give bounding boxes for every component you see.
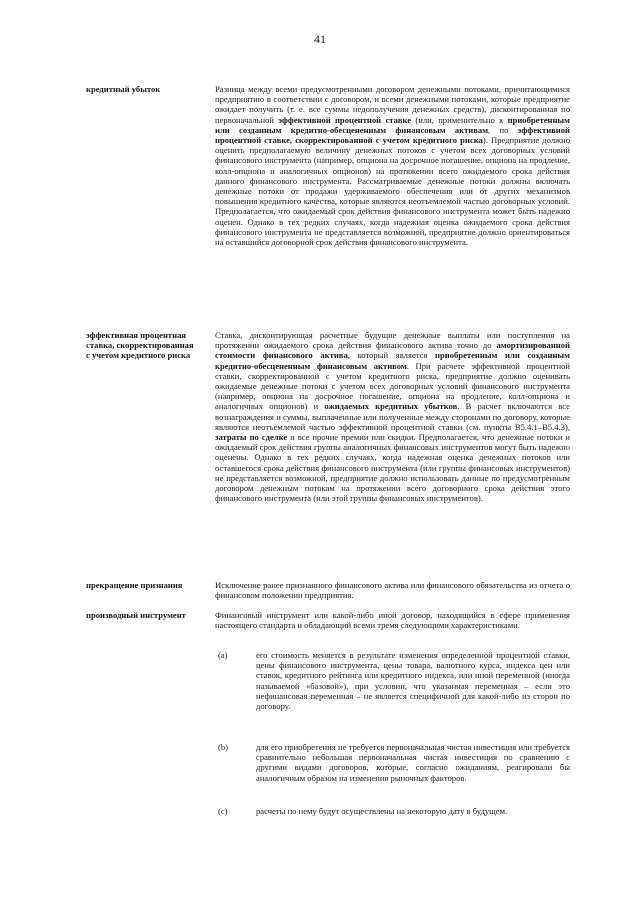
definition-bold-text: эффективной процентной ставке — [278, 114, 412, 125]
page-number: 41 — [314, 32, 326, 46]
definition-text: Разница между всеми предусмотренными договором денежными потоками, причитающимися предприятию в соответствии с договором, и всеми денежными потоками, которые предприятие ожидает получить (т. е. все суммы недополучения денежных средств), дисконтированная по первоначальной — [215, 84, 570, 125]
definition-text: Финансовый инструмент или какой-либо иной договор, находящийся в сфере применения настоящего стандарта и обладающий всеми тремя следующими характеристиками. — [215, 610, 570, 631]
list-item-letter: (c) — [218, 806, 228, 816]
definition-text: (или, применительно к — [411, 114, 508, 125]
definition-bold-text: эффективной процентной ставке, скорректированной с учетом кредитного риска — [215, 124, 570, 146]
list-item-letter: (b) — [218, 742, 229, 752]
definition-credit-adjusted-eir — [215, 330, 570, 503]
term-derecognition: прекращение признания — [86, 580, 183, 590]
definition-bold-text: затраты по сделке — [215, 432, 288, 443]
definition-bold-text: амортизированной стоимости финансового актива — [215, 340, 570, 361]
definition-text: , по — [488, 124, 518, 135]
list-item-text: расчеты по нему будут осуществлены на некоторую дату в будущем. — [256, 806, 508, 816]
definition-text: . В расчет включаются все вознаграждения и суммы, выплаченные или полученные между сторонами по договору, которые являются неотъемлемой частью эффективной процентной ставки (см. пункты В5.4.1–В5.4.3), — [215, 401, 570, 432]
definition-text: ). Предприятие должно оценить предполагаемую величину денежных потоков с учетом всех договорных условий финансового инструмента (например, опциона на досрочное погашение, опциона на продление, колл-опциона и аналогичных опционов) на протяжении всего ожидаемого срока действия данного финансового инструмента. Рассматриваемые денежные потоки должны включать денежные потоки от продажи удерживаемого обеспечения или от других механизмов повышения кредитного качества, которые являются неотъемлемой частью договорных условий. Предполагается, что ожидаемый срок действия финансового инструмента может быть надежно оценен. Однако в тех редких случаях, когда надежная оценка ожидаемого срока действия финансового инструмента не представляется возможной, предприятие должно ориентироваться на оставшийся договорной срок действия финансового инструмента. — [215, 135, 570, 248]
list-item-text: его стоимость меняется в результате изменения определенной процентной ставки, цены финансового инструмента, цены товара, валютного курса, индекса цен или ставок, кредитного рейтинга или кредитного индекса, или иной переменной (иногда называемой «базовой»), при условии, что указанная переменная – если это нефинансовая переменная – не является специфичной для какой-либо из сторон по договору. — [256, 650, 570, 712]
list-item-text: для его приобретения не требуется первоначальная чистая инвестиция или требуется сравнительно небольшая первоначальная чистая инвестиция по сравнению с другими видами договоров, которые, согласно ожиданиям, реагировали бы аналогичным образом на изменения рыночных факторов. — [256, 742, 570, 783]
term-credit-adjusted-eir: эффективная процентная ставка, скорректированная с учетом кредитного риска — [86, 330, 194, 361]
definition-text: Ставка, дисконтирующая расчетные будущие денежные выплаты или поступления на протяжении ожидаемого срока действия финансового актива точно до — [215, 330, 570, 351]
definition-text: , который является — [347, 350, 436, 361]
definition-text: и все прочие премии или скидки. Предполагается, что денежные потоки и ожидаемый срок действия группы аналогичных финансовых инструментов могут быть надежно оценены. Однако в тех редких случаях, когда надежная оценка денежных потоков или оставшегося срока действия финансового инструмента (или группы финансовых инструментов) не представляется возможной, предприятие должно использовать данные по предусмотренным договором денежным потокам на протяжении всего договорного срока действия этого финансового инструмента (или этой группы финансовых инструментов). — [215, 432, 570, 504]
definition-bold-text: приобретенным или созданным кредитно-обесцененным финансовым активам — [215, 114, 570, 135]
definition-bold-text: приобретенным или созданным кредитно-обесцененным финансовым активом — [215, 350, 570, 371]
definition-derecognition — [215, 580, 570, 600]
term-credit-loss: кредитный убыток — [86, 84, 161, 94]
list-item-letter: (a) — [218, 650, 228, 660]
definition-derivative — [215, 610, 570, 630]
definition-credit-loss — [215, 84, 570, 247]
definition-text: Исключение ранее признанного финансового актива или финансового обязательства из отчета о финансовом положении предприятия. — [215, 580, 570, 601]
term-derivative: производный инструмент — [86, 610, 186, 620]
definition-bold-text: ожидаемых кредитных убытков — [324, 401, 458, 412]
definition-text: . При расчете эффективной процентной ставки, скорректированной с учетом кредитного риска, предприятие должно оценивать ожидаемые денежные потоки с учетом всех договорных условий финансового инструмента (например, опциона на досрочное погашение, опциона на продление, колл-опциона и аналогичных опционов) и — [215, 360, 570, 412]
